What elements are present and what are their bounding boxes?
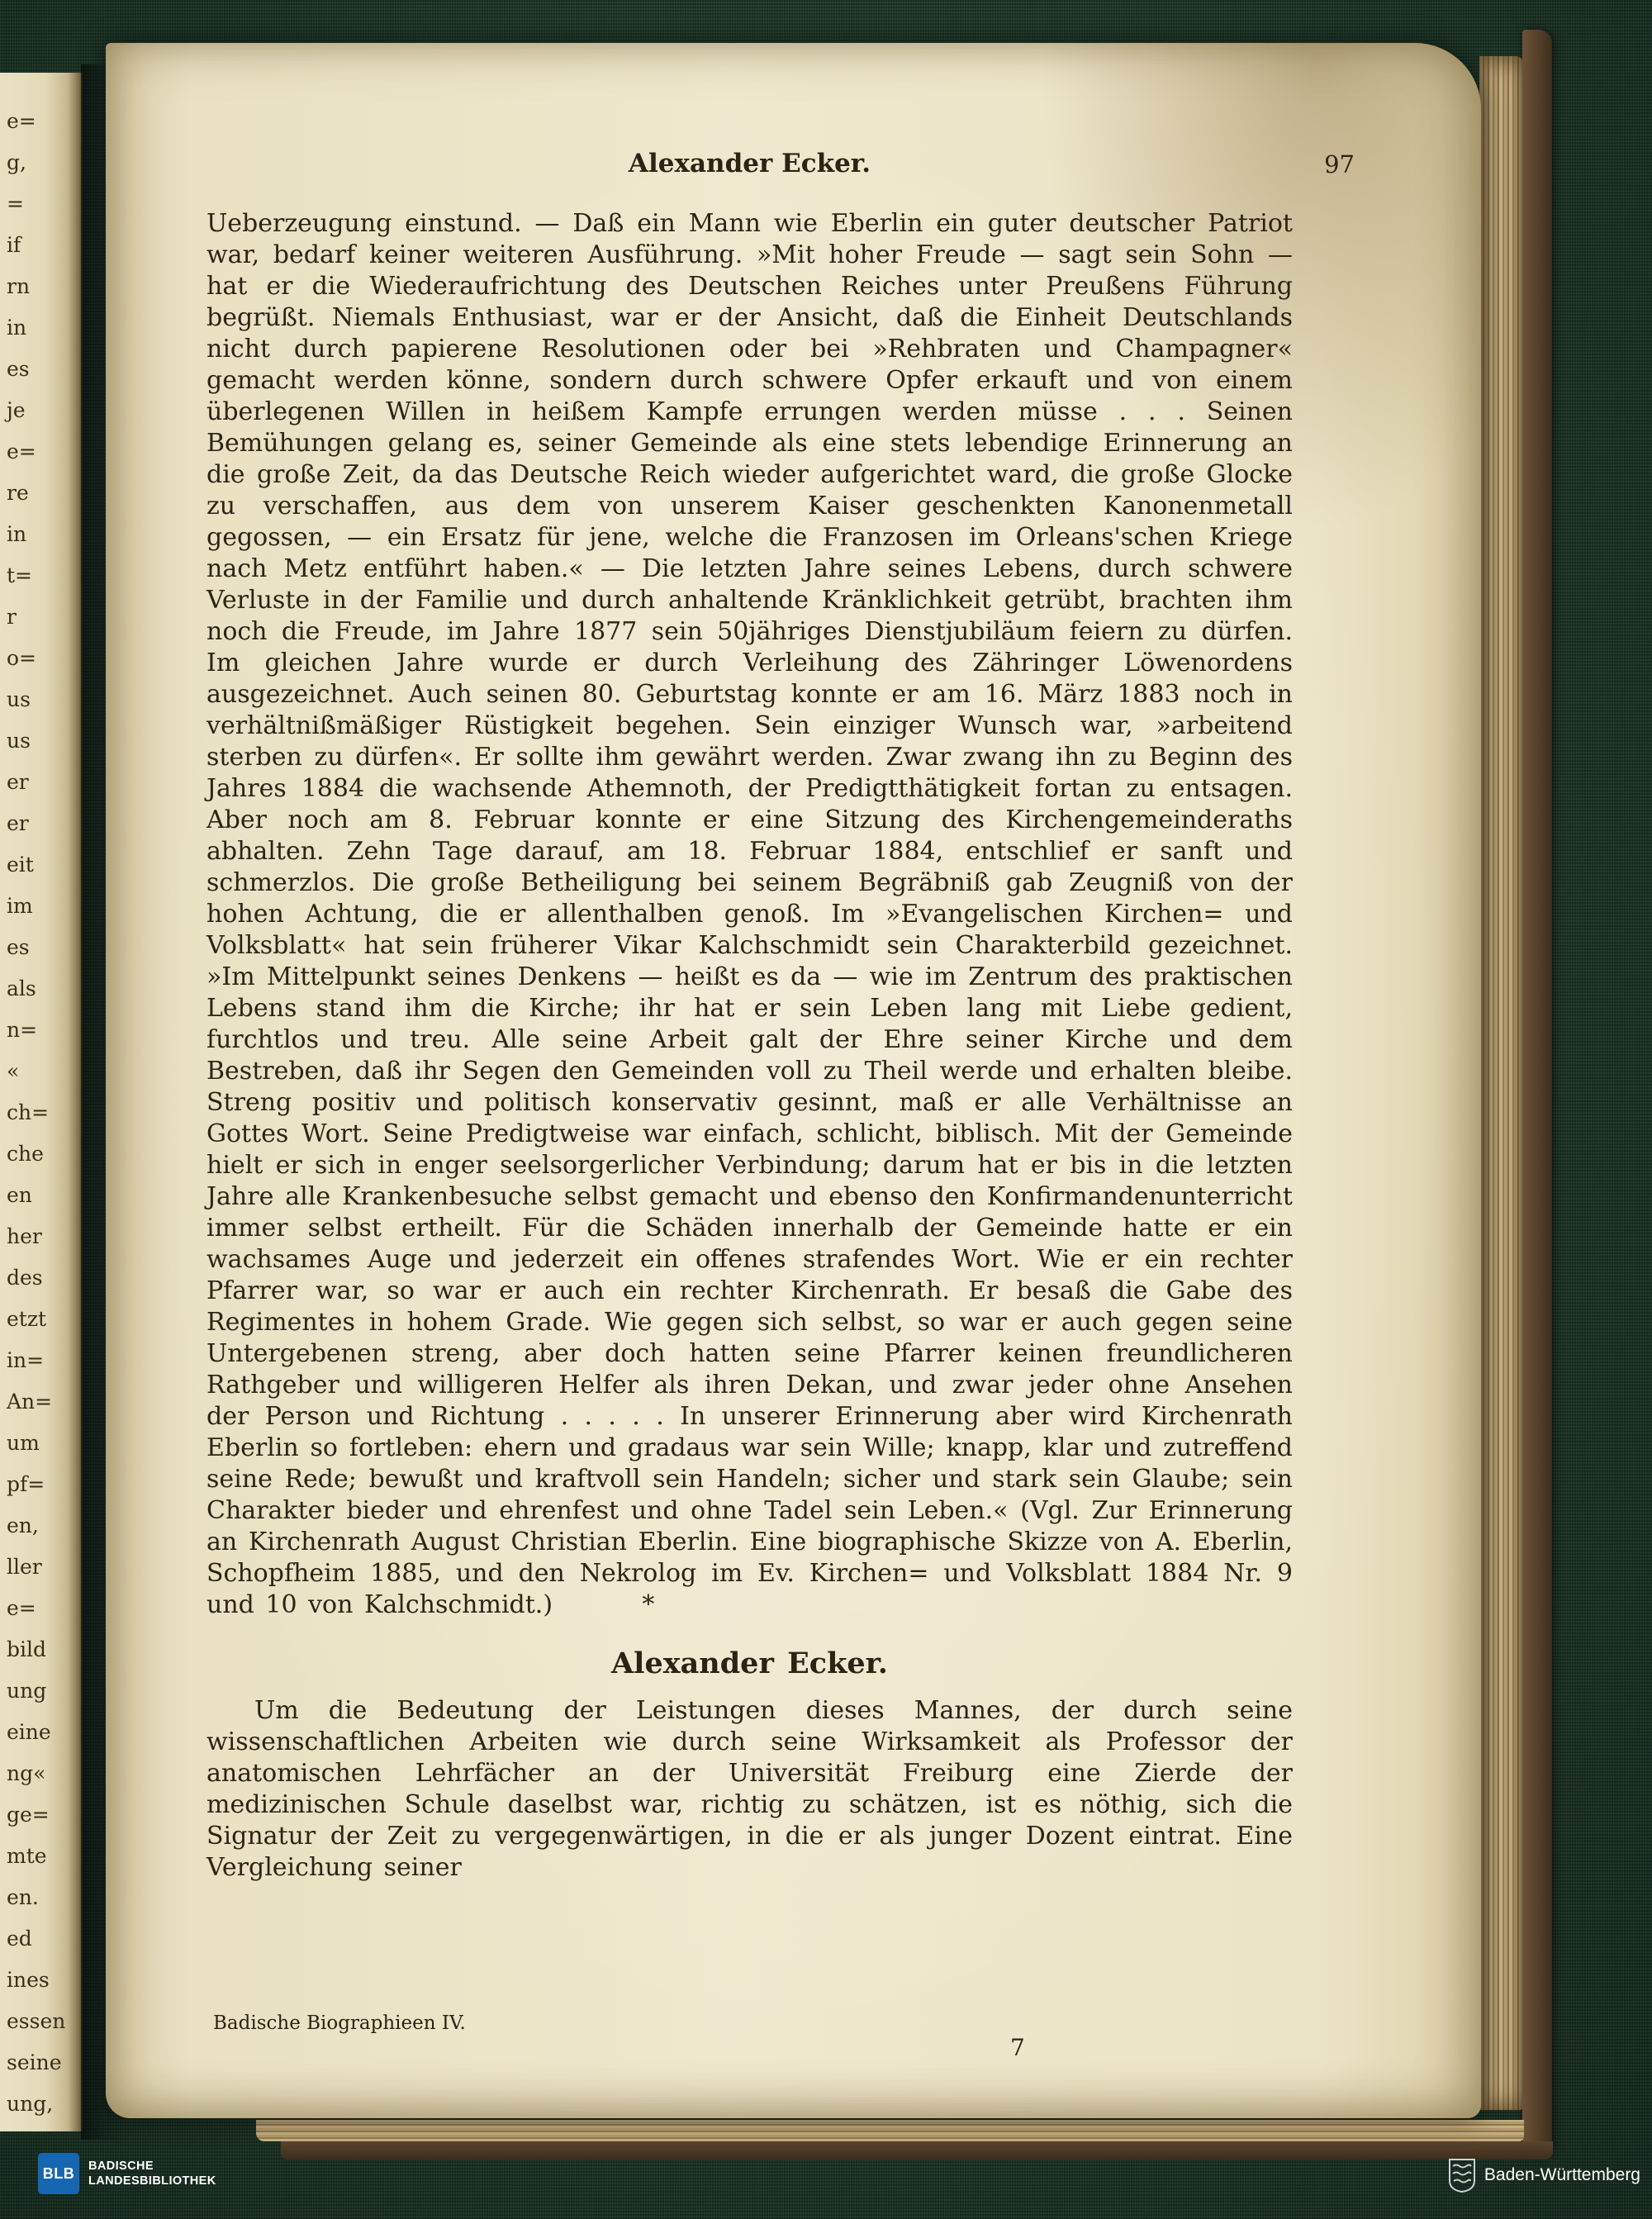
blb-logo-line2: LANDESBIBLIOTHEK xyxy=(88,2174,216,2188)
left-page-fragment: her xyxy=(7,1224,42,1248)
page-stack-bottom-edge xyxy=(256,2120,1524,2141)
left-page-fragment: eine xyxy=(7,1720,51,1744)
left-page-fragment: seine xyxy=(7,2050,62,2074)
left-page-fragments xyxy=(0,73,83,2125)
left-page-fragment: en xyxy=(7,1183,32,1207)
page-number: 97 xyxy=(1324,150,1355,178)
left-page-fragment: ller xyxy=(7,1555,42,1579)
left-page-fragment: rn xyxy=(7,274,31,298)
baden-wuerttemberg-logo xyxy=(1448,2158,1640,2193)
blb-logo-text xyxy=(88,2159,216,2188)
left-page-fragment: eit xyxy=(7,853,34,877)
page-body xyxy=(206,208,1293,1884)
coat-of-arms-icon xyxy=(1448,2158,1476,2193)
left-page-fragment: bild xyxy=(7,1637,46,1661)
left-page-fragment: im xyxy=(7,894,33,918)
left-page-fragment: ed xyxy=(7,1927,32,1951)
page-stack-right-edge xyxy=(1479,56,1524,2110)
body-paragraph: Ueberzeugung einstund. — Daß ein Mann wie Eberlin ein guter deutscher Patriot war, bedarf keiner weiteren Ausführung. »Mit hoher Freude — sagt sein Sohn — hat er die Wiederaufrichtung des Deutschen Reiches unter Preußens Führung begrüßt. Niemals Enthusiast, war er der Ansicht, daß die Einheit Deutschlands nicht durch papierene Resolutionen oder bei »Rehbraten und Champagner« gemacht werden könne, sondern durch schwere Opfer erkauft und von einem überlegenen Willen in heißem Kampfe errungen werden müsse . . . Seinen Bemühungen gelang es, seiner Gemeinde als eine stets lebendige Erinnerung an die große Zeit, da das Deutsche Reich wieder aufgerichtet ward, die große Glocke zu verschaffen, aus dem von unserem Kaiser geschenkten Kanonenmetall gegossen, — ein Ersatz für jene, welche die Franzosen im Orleans'schen Kriege nach Metz entführt haben.« — Die letzten Jahre seines Lebens, durch schwere Verluste in der Familie und durch anhaltende Kränklichkeit getrübt, brachten ihm noch die Freude, im Jahre 1877 sein 50jähriges Dienstjubiläum feiern zu dürfen. Im gleichen Jahre wurde er durch Verleihung des Zähringer Löwenordens ausgezeichnet. Auch seinen 80. Geburtstag konnte er am 16. März 1883 noch in verhältnißmäßiger Rüstigkeit begehen. Sein einziger Wunsch war, »arbeitend sterben zu dürfen«. Er sollte ihm gewährt werden. Zwar zwang ihn zu Beginn des Jahres 1884 die wachsende Athemnoth, der Predigtthätigkeit fortan zu entsagen. Aber noch am 8. Februar konnte er eine Sitzung des Kirchengemeinderaths abhalten. Zehn Tage darauf, am 18. Februar 1884, entschlief er sanft und schmerzlos. Die große Betheiligung bei seinem Begräbniß gab Zeugniß von der hohen Achtung, die er allenthalben genoß. Im »Evangelischen Kirchen= und Volksblatt« hat sein früherer Vikar Kalchschmidt sein Charakterbild gezeichnet. »Im Mittelpunkt seines Denkens — heißt es da — wie im Zentrum des praktischen Lebens stand ihm die Kirche; ihr hat er sein Leben lang mit Liebe gedient, furchtlos und treu. Alle seine Arbeit galt der Ehre seiner Kirche und dem Bestreben, daß ihr Segen den Gemeinden voll zu Theil werde und erhalten bleibe. Streng positiv und politisch konservativ gesinnt, maß er alle Verhältnisse an Gottes Wort. Seine Predigtweise war einfach, schlicht, biblisch. Mit der Gemeinde hielt er sich in enger seelsorgerlicher Verbindung; darum hat er bis in die letzten Jahre alle Krankenbesuche selbst gemacht und ebenso den Konfirmandenunterricht immer selbst ertheilt. Für die Schäden innerhalb der Gemeinde hatte er ein wachsames Auge und jederzeit ein offenes strafendes Wort. Wie er ein rechter Pfarrer war, so war er auch ein rechter Kirchenrath. Er besaß die Gabe des Regimentes in hohem Grade. Wie gegen sich selbst, so war er auch gegen seine Untergebenen streng, aber doch hatten seine Pfarrer keinen freundlicheren Rathgeber und willigeren Helfer als ihren Dekan, und zwar jeder ohne Ansehen der Person und Richtung . . . . . In unserer Erinnerung aber wird Kirchenrath Eberlin so fortleben: ehern und gradaus war sein Wille; knapp, klar und zutreffend seine Rede; bewußt und kraftvoll sein Handeln; sicher und stark sein Glaube; sein Charakter bieder und ehrenfest und ohne Tadel sein Leben.« (Vgl. Zur Erinnerung an Kirchenrath August Christian Eberlin. Eine biographische Skizze von A. Eberlin, Schopfheim 1885, und den Nekrolog im Ev. Kirchen= und Volksblatt 1884 Nr. 9 und 10 von Kalchschmidt.) * xyxy=(206,209,1293,1619)
blb-library-logo xyxy=(38,2153,216,2194)
section-heading: Alexander Ecker. xyxy=(611,1646,888,1680)
left-page-fragment: pf= xyxy=(7,1472,45,1496)
left-page-fragment: mte xyxy=(7,1844,47,1868)
left-page-fragment: ung, xyxy=(7,2092,54,2116)
page-header xyxy=(206,149,1355,185)
left-page-fragment: us xyxy=(7,687,31,711)
left-page-fragment: in xyxy=(7,316,27,340)
left-page-fragment: e= xyxy=(7,440,36,463)
left-page-fragment: ung xyxy=(7,1679,47,1703)
left-page-fragment: r xyxy=(7,605,17,629)
left-page-fragment: er xyxy=(7,811,29,835)
left-page-fragment: re xyxy=(7,481,29,505)
blb-logo-line1: BADISCHE xyxy=(88,2160,154,2173)
left-page-fragment: des xyxy=(7,1266,43,1290)
left-page-fragment: g, xyxy=(7,150,26,174)
blb-logo-badge: BLB xyxy=(38,2153,79,2194)
left-page-fragment: in= xyxy=(7,1348,45,1372)
left-page-fragment: en, xyxy=(7,1513,39,1537)
body-paragraph: Um die Bedeutung der Leistungen dieses Mannes, der durch seine wissenschaftlichen Arbeiten wie durch seine Wirksamkeit als Professor der anatomischen Lehrfächer an der Universität Freiburg eine Zierde der medizinischen Schule daselbst war, richtig zu schätzen, ist es nöthig, sich die Signatur der Zeit zu vergegenwärtigen, in die er als junger Dozent eintrat. Eine Vergleichung seiner xyxy=(206,1696,1293,1882)
left-page-fragment: ines xyxy=(7,1968,50,1992)
left-page-fragment: us xyxy=(7,729,31,753)
scanned-page xyxy=(106,43,1481,2118)
book-cover-right-edge xyxy=(1522,30,1552,2156)
printer-signature: Badische Biographieen IV. xyxy=(213,2012,466,2034)
book-cover-bottom-edge xyxy=(281,2141,1553,2160)
left-page-fragment: ge= xyxy=(7,1803,50,1827)
left-page-fragment: essen xyxy=(7,2009,66,2033)
left-page-fragment: An= xyxy=(7,1390,53,1414)
left-page-fragment: e= xyxy=(7,109,36,133)
left-page-fragment: en. xyxy=(7,1885,39,1909)
left-page-fragment: es xyxy=(7,935,30,959)
left-page-fragment: etzt xyxy=(7,1307,47,1331)
left-page-fragment: um xyxy=(7,1431,40,1455)
baden-wuerttemberg-label: Baden-Württemberg xyxy=(1483,2165,1640,2184)
sheet-number: 7 xyxy=(1010,2034,1025,2061)
left-page-fragment: n= xyxy=(7,1018,38,1042)
left-page-fragment: je xyxy=(7,398,26,422)
left-page-fragment: ch= xyxy=(7,1100,50,1124)
left-page-fragment: che xyxy=(7,1142,44,1166)
left-page-fragment: es xyxy=(7,357,30,381)
left-page-fragment: t= xyxy=(7,563,32,587)
left-page-fragment: e= xyxy=(7,1596,36,1620)
left-page-fragment: er xyxy=(7,770,29,794)
running-title: Alexander Ecker. xyxy=(628,149,871,178)
left-page-fragment: o= xyxy=(7,646,36,670)
left-page-fragment: = xyxy=(7,192,24,216)
left-page-fragment: als xyxy=(7,976,36,1000)
facing-page-edge xyxy=(0,73,83,2131)
left-page-fragment: in xyxy=(7,522,27,546)
left-page-fragment: if xyxy=(7,233,21,257)
left-page-fragment: ng« xyxy=(7,1761,46,1785)
left-page-fragment: « xyxy=(7,1059,20,1083)
